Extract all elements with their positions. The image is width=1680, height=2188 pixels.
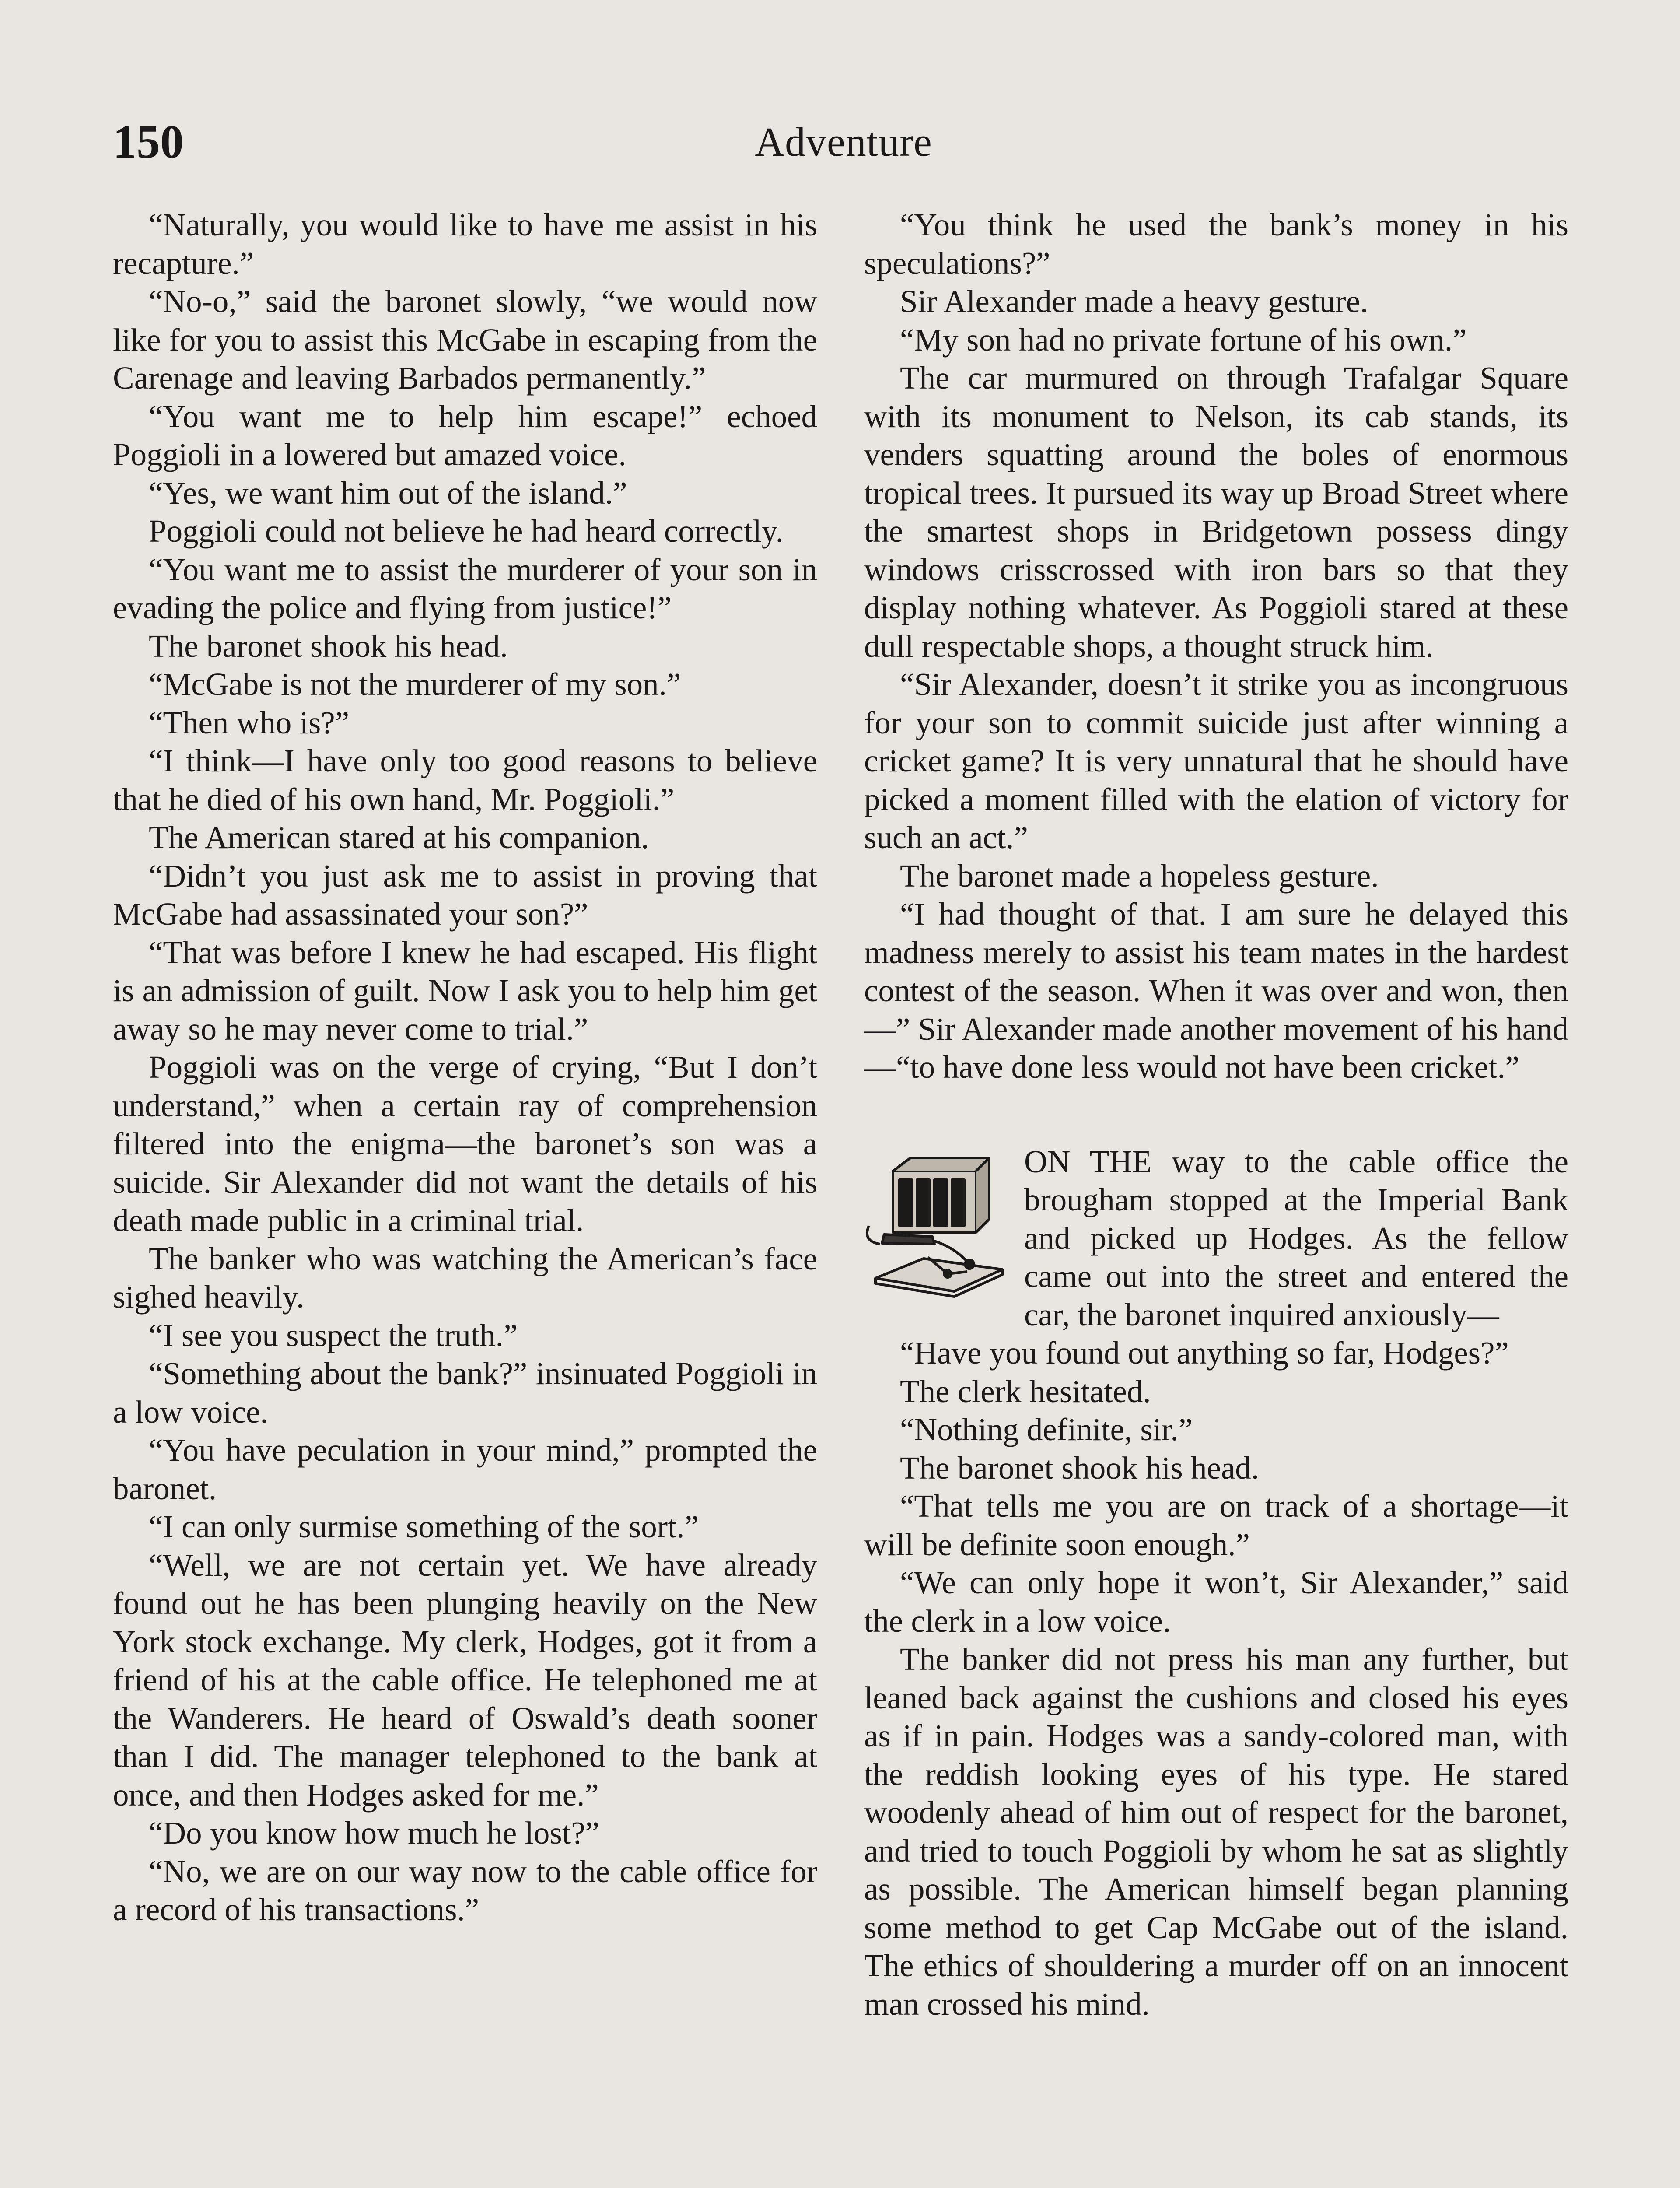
section-start [864, 1143, 1568, 1334]
paragraph: “No-o,” said the baronet slowly, “we would now like for you to assist this McGabe in escaping from the Carenage and leaving Barbados permanently.” [113, 284, 817, 396]
paragraph: “I see you suspect the truth.” [149, 1317, 518, 1353]
paragraph: “Nothing definite, sir.” [900, 1412, 1193, 1447]
paragraph: “I had thought of that. I am sure he delayed this madness merely to assist his team mates in the hardest contest of the season. When it was over and won, then—” Sir Alexander made another movement of his hand—“to have done less would not have been cricket.” [864, 896, 1568, 1085]
paragraph: The banker did not press his man any further, but leaned back against the cushions and closed his eyes as if in pain. Hodges was a sandy-colored man, with the reddish looking eyes of his type. He stared woodenly ahead of him out of respect for the baronet, and tried to touch Poggioli by whom he sat as slightly as possible. The American himself began planning some method to get Cap McGabe out of the island. The ethics of shouldering a murder off on an innocent man crossed his mind. [864, 1641, 1568, 2022]
section-lead: ON THE [1024, 1143, 1152, 1179]
paragraph: “We can only hope it won’t, Sir Alexander,” said the clerk in a low voice. [864, 1565, 1568, 1639]
paragraph: “You have peculation in your mind,” prompted the baronet. [113, 1432, 817, 1506]
paragraph: “Well, we are not certain yet. We have already found out he has been plunging heavily on the New York stock exchange. My clerk, Hodges, got it from a friend of his at the cable office. He telephoned me at the Wanderers. He heard of Oswald’s death sooner than I did. The manager telephoned to the bank at once, and then Hodges asked for me.” [113, 1547, 817, 1813]
paragraph: Sir Alexander made a heavy gesture. [900, 284, 1368, 319]
telegraph-instrument-icon [858, 1147, 1015, 1300]
right-column-bottom [864, 1334, 1568, 2023]
paragraph: “You want me to assist the murderer of your son in evading the police and flying from justice!” [113, 551, 817, 625]
magazine-title: Adventure [755, 119, 932, 165]
paragraph: The baronet made a hopeless gesture. [900, 858, 1379, 894]
paragraph: “I think—I have only too good reasons to believe that he died of his own hand, Mr. Poggioli.” [113, 743, 817, 817]
paragraph: “McGabe is not the murderer of my son.” [149, 666, 681, 702]
paragraph: “Something about the bank?” insinuated Poggioli in a low voice. [113, 1356, 817, 1430]
paragraph: “That was before I knew he had escaped. His flight is an admission of guilt. Now I ask you to help him get away so he may never come to trial.” [113, 934, 817, 1047]
paragraph: The baronet shook his head. [149, 628, 508, 664]
paragraph: Poggioli could not believe he had heard correctly. [149, 513, 784, 549]
paragraph: “You think he used the bank’s money in his speculations?” [864, 207, 1568, 281]
paragraph: “Then who is?” [149, 705, 350, 740]
paragraph: “My son had no private fortune of his own.” [900, 322, 1467, 358]
paragraph: “Have you found out anything so far, Hodges?” [900, 1335, 1509, 1371]
paragraph: “Sir Alexander, doesn’t it strike you as incongruous for your son to commit suicide just after winning a cricket game? It is very unnatural that he should have picked a moment filled with the elation of victory for such an act.” [864, 666, 1568, 855]
paragraph: “Yes, we want him out of the island.” [149, 475, 627, 511]
paragraph: “You want me to help him escape!” echoed Poggioli in a lowered but amazed voice. [113, 398, 817, 472]
paragraph: “Do you know how much he lost?” [149, 1815, 599, 1851]
right-column-top [864, 206, 1568, 1087]
paragraph: The baronet shook his head. [900, 1450, 1260, 1486]
page-number: 150 [113, 116, 184, 168]
paragraph: “That tells me you are on track of a shortage—it will be definite soon enough.” [864, 1488, 1568, 1562]
paragraph: The banker who was watching the American’s face sighed heavily. [113, 1241, 817, 1315]
paragraph: The clerk hesitated. [900, 1373, 1151, 1409]
paragraph: “Didn’t you just ask me to assist in proving that McGabe had assassinated your son?” [113, 858, 817, 932]
paragraph: The car murmured on through Trafalgar Square with its monument to Nelson, its cab stands, its venders squatting around the boles of enormous tropical trees. It pursued its way up Broad Street where the smartest shops in Bridgetown possess dingy windows crisscrossed with iron bars so that they display nothing whatever. As Poggioli stared at these dull respectable shops, a thought struck him. [864, 360, 1568, 664]
page-header [113, 109, 1574, 175]
paragraph: “I can only surmise something of the sort.” [149, 1509, 699, 1544]
section-break [864, 1087, 1568, 1143]
right-column [864, 206, 1568, 2023]
paragraph: Poggioli was on the verge of crying, “But I don’t understand,” when a certain ray of comprehension filtered into the enigma—the baronet’s son was a suicide. Sir Alexander did not want the details of his death made public in a criminal trial. [113, 1049, 817, 1238]
paragraph: “Naturally, you would like to have me assist in his recapture.” [113, 207, 817, 281]
section-opening-text: way to the cable office the brougham stopped at the Imperial Bank and picked up Hodges. As the fellow came out into the street and entered the car, the baronet inquired anxiously— [1024, 1143, 1568, 1332]
left-column [113, 206, 817, 1929]
paragraph: The American stared at his companion. [149, 820, 649, 855]
paragraph: “No, we are on our way now to the cable office for a record of his transactions.” [113, 1853, 817, 1927]
